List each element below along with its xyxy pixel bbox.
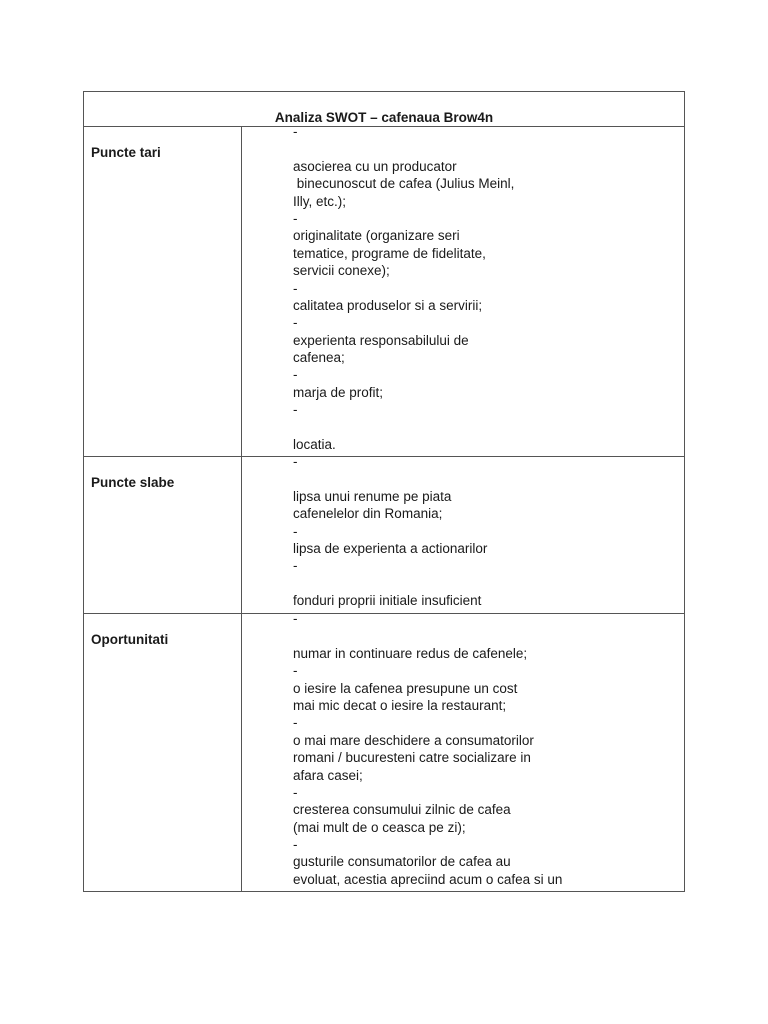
- content-line: calitatea produselor si a servirii;: [293, 297, 483, 313]
- content-line: lipsa unui renume pe piata: [293, 488, 452, 504]
- bullet-dash: -: [293, 367, 298, 383]
- content-line: afara casei;: [293, 767, 363, 783]
- swot-row-1: [84, 127, 684, 457]
- bullet-dash: -: [293, 837, 298, 853]
- content-line: cresterea consumului zilnic de cafea: [293, 802, 511, 818]
- content-line: o mai mare deschidere a consumatorilor: [293, 732, 534, 748]
- content-line: numar in continuare redus de cafenele;: [293, 645, 528, 661]
- content-line: (mai mult de o ceasca pe zi);: [293, 819, 466, 835]
- content-line: binecunoscut de cafea (Julius Meinl,: [293, 176, 515, 192]
- bullet-dash: -: [293, 457, 298, 469]
- bullet-dash: -: [293, 558, 298, 574]
- swot-row-content: [242, 127, 684, 456]
- swot-row-3: [84, 614, 684, 891]
- bullet-dash: -: [293, 315, 298, 331]
- bullet-dash: -: [293, 715, 298, 731]
- swot-row-content: [242, 614, 684, 891]
- content-line: mai mic decat o iesire la restaurant;: [293, 697, 507, 713]
- swot-row-2: [84, 457, 684, 614]
- content-line: evoluat, acestia apreciind acum o cafea si un: [293, 871, 563, 887]
- content-line: o iesire la cafenea presupune un cost: [293, 680, 518, 696]
- content-line: gusturile consumatorilor de cafea au: [293, 854, 511, 870]
- swot-row-label: Puncte tari: [84, 127, 242, 456]
- content-line: romani / bucuresteni catre socializare in: [293, 750, 531, 766]
- bullet-dash: -: [293, 210, 298, 226]
- content-line: [293, 470, 684, 487]
- content-line: fonduri proprii initiale insuficient: [293, 593, 482, 609]
- content-line: [293, 140, 684, 157]
- swot-title-row: [84, 92, 684, 127]
- bullet-dash: -: [293, 402, 298, 418]
- swot-title: Analiza SWOT – cafenaua Brow4n: [274, 110, 494, 125]
- content-line: originalitate (organizare seri: [293, 228, 460, 244]
- content-line: experienta responsabilului de: [293, 332, 469, 348]
- bullet-dash: -: [293, 280, 298, 296]
- swot-row-label: Oportunitati: [84, 614, 242, 891]
- bullet-dash: -: [293, 523, 298, 539]
- swot-rows: [84, 127, 684, 891]
- content-line: servicii conexe);: [293, 263, 390, 279]
- content-line: tematice, programe de fidelitate,: [293, 245, 486, 261]
- bullet-dash: -: [293, 784, 298, 800]
- content-line: asocierea cu un producator: [293, 158, 457, 174]
- swot-row-label: Puncte slabe: [84, 457, 242, 613]
- content-line: locatia.: [293, 437, 336, 453]
- swot-row-content: [242, 457, 684, 613]
- content-line: marja de profit;: [293, 384, 384, 400]
- content-line: cafenelelor din Romania;: [293, 506, 443, 522]
- content-line: Illy, etc.);: [293, 193, 347, 209]
- content-line: lipsa de experienta a actionarilor: [293, 540, 488, 556]
- bullet-dash: -: [293, 614, 298, 626]
- content-line: [293, 627, 684, 644]
- bullet-dash: -: [293, 127, 298, 139]
- bullet-dash: -: [293, 663, 298, 679]
- content-line: [293, 575, 684, 592]
- content-line: [293, 419, 684, 436]
- content-line: cafenea;: [293, 350, 345, 366]
- swot-table: [83, 91, 685, 892]
